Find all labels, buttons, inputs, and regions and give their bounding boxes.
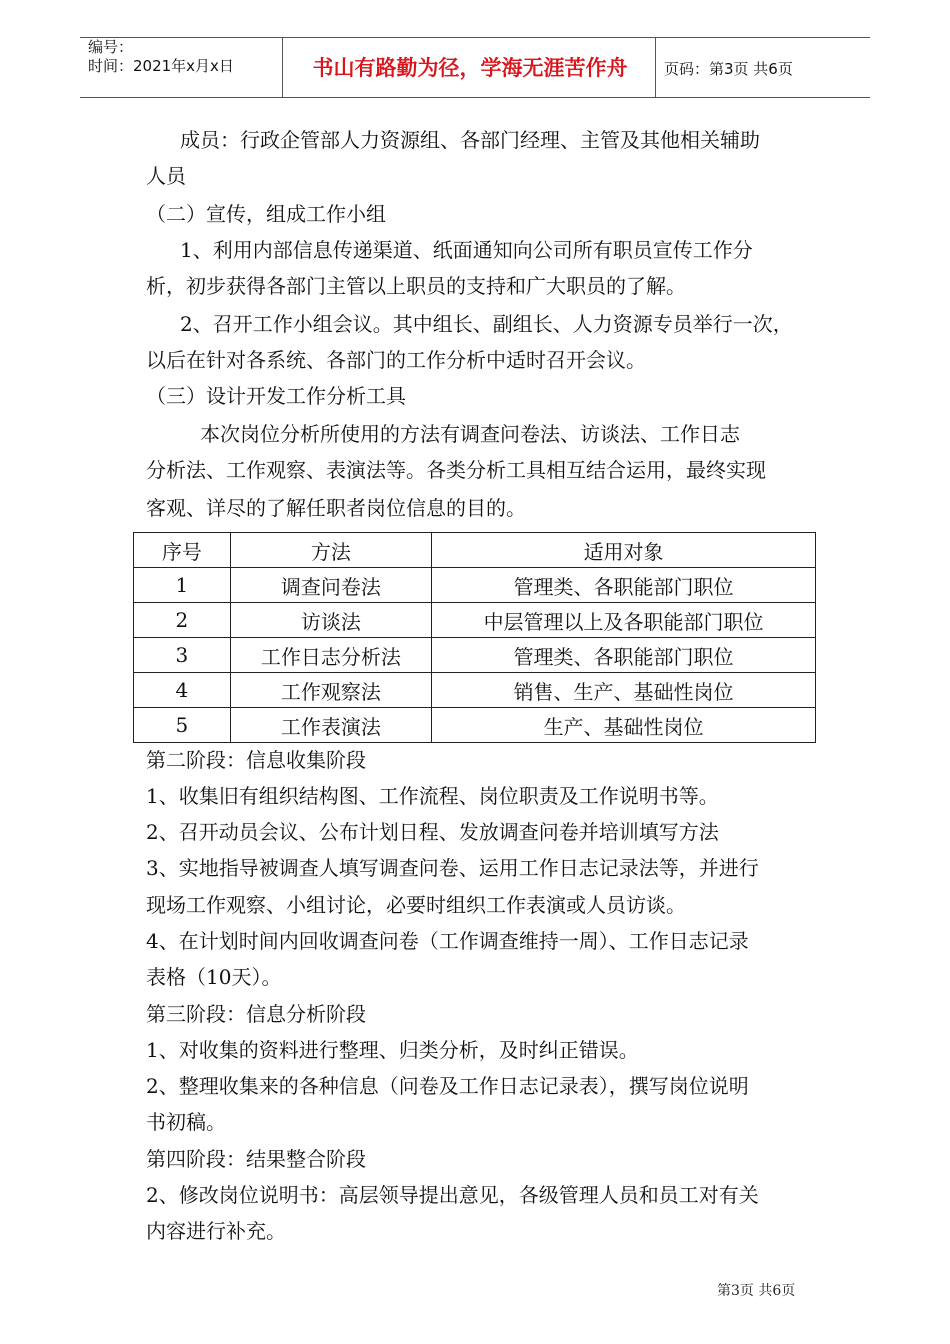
paragraph-line: 分析法、工作观察、表演法等。各类分析工具相互结合运用，最终实现 <box>146 458 766 482</box>
section-heading: （二）宣传，组成工作小组 <box>146 202 386 226</box>
paragraph-line: 本次岗位分析所使用的方法有调查问卷法、访谈法、工作日志 <box>200 422 740 446</box>
paragraph-line: 内容进行补充。 <box>146 1219 286 1243</box>
table-cell-method: 调查问卷法 <box>230 568 431 603</box>
paragraph-line: 3、实地指导被调查人填写调查问卷、运用工作日志记录法等，并进行 <box>146 856 759 880</box>
paragraph-line: 2、修改岗位说明书：高层领导提出意见，各级管理人员和员工对有关 <box>146 1183 759 1207</box>
paragraph-line: 2、召开工作小组会议。其中组长、副组长、人力资源专员举行一次， <box>180 312 793 336</box>
section-heading: 第二阶段：信息收集阶段 <box>146 748 366 772</box>
methods-table <box>133 532 816 743</box>
table-cell-target: 管理类、各职能部门职位 <box>432 638 816 673</box>
table-row <box>134 568 816 603</box>
paragraph-line: 析，初步获得各部门主管以上职员的支持和广大职员的了解。 <box>146 274 686 298</box>
document-number-label: 编号： <box>88 38 134 56</box>
table-cell-target: 中层管理以上及各职能部门职位 <box>432 603 816 638</box>
paragraph-line: 成员：行政企管部人力资源组、各部门经理、主管及其他相关辅助 <box>180 128 760 152</box>
table-cell-index: 3 <box>134 638 231 673</box>
document-date: 时间：2021年x月x日 <box>88 57 234 75</box>
table-cell-method: 工作表演法 <box>230 708 431 743</box>
table-header-row <box>134 533 816 568</box>
header-page-info: 页码：第3页 共6页 <box>664 60 793 78</box>
table-cell-method: 工作观察法 <box>230 673 431 708</box>
paragraph-line: 1、对收集的资料进行整理、归类分析，及时纠正错误。 <box>146 1038 639 1062</box>
section-heading: 第四阶段：结果整合阶段 <box>146 1147 366 1171</box>
footer-page-number: 第3页 共6页 <box>717 1283 796 1299</box>
table-cell-target: 销售、生产、基础性岗位 <box>432 673 816 708</box>
paragraph-line: 1、利用内部信息传递渠道、纸面通知向公司所有职员宣传工作分 <box>180 238 753 262</box>
header-meta <box>88 38 234 76</box>
header-motto: 书山有路勤为径，学海无涯苦作舟 <box>312 56 628 80</box>
table-cell-method: 工作日志分析法 <box>230 638 431 673</box>
paragraph-line: 以后在针对各系统、各部门的工作分析中适时召开会议。 <box>146 348 646 372</box>
table-cell-index: 2 <box>134 603 231 638</box>
section-heading: （三）设计开发工作分析工具 <box>146 384 406 408</box>
column-header-index: 序号 <box>134 533 231 568</box>
table-row <box>134 603 816 638</box>
header-bottom-rule <box>80 97 870 98</box>
table-cell-target: 生产、基础性岗位 <box>432 708 816 743</box>
column-header-target: 适用对象 <box>432 533 816 568</box>
table-cell-index: 1 <box>134 568 231 603</box>
paragraph-line: 客观、详尽的了解任职者岗位信息的目的。 <box>146 496 526 520</box>
paragraph-line: 现场工作观察、小组讨论，必要时组织工作表演或人员访谈。 <box>146 893 686 917</box>
paragraph-line: 人员 <box>146 164 186 188</box>
paragraph-line: 表格（10天）。 <box>146 965 282 989</box>
paragraph-line: 2、整理收集来的各种信息（问卷及工作日志记录表），撰写岗位说明 <box>146 1074 749 1098</box>
paragraph-line: 书初稿。 <box>146 1110 226 1134</box>
table-cell-method: 访谈法 <box>230 603 431 638</box>
table-cell-index: 5 <box>134 708 231 743</box>
table-row <box>134 708 816 743</box>
header-divider <box>282 38 283 97</box>
paragraph-line: 4、在计划时间内回收调查问卷（工作调查维持一周）、工作日志记录 <box>146 929 749 953</box>
paragraph-line: 1、收集旧有组织结构图、工作流程、岗位职责及工作说明书等。 <box>146 784 719 808</box>
column-header-method: 方法 <box>230 533 431 568</box>
table-cell-index: 4 <box>134 673 231 708</box>
section-heading: 第三阶段：信息分析阶段 <box>146 1002 366 1026</box>
table-row <box>134 673 816 708</box>
table-row <box>134 638 816 673</box>
header-divider <box>655 38 656 97</box>
table-cell-target: 管理类、各职能部门职位 <box>432 568 816 603</box>
paragraph-line: 2、召开动员会议、公布计划日程、发放调查问卷并培训填写方法 <box>146 820 719 844</box>
